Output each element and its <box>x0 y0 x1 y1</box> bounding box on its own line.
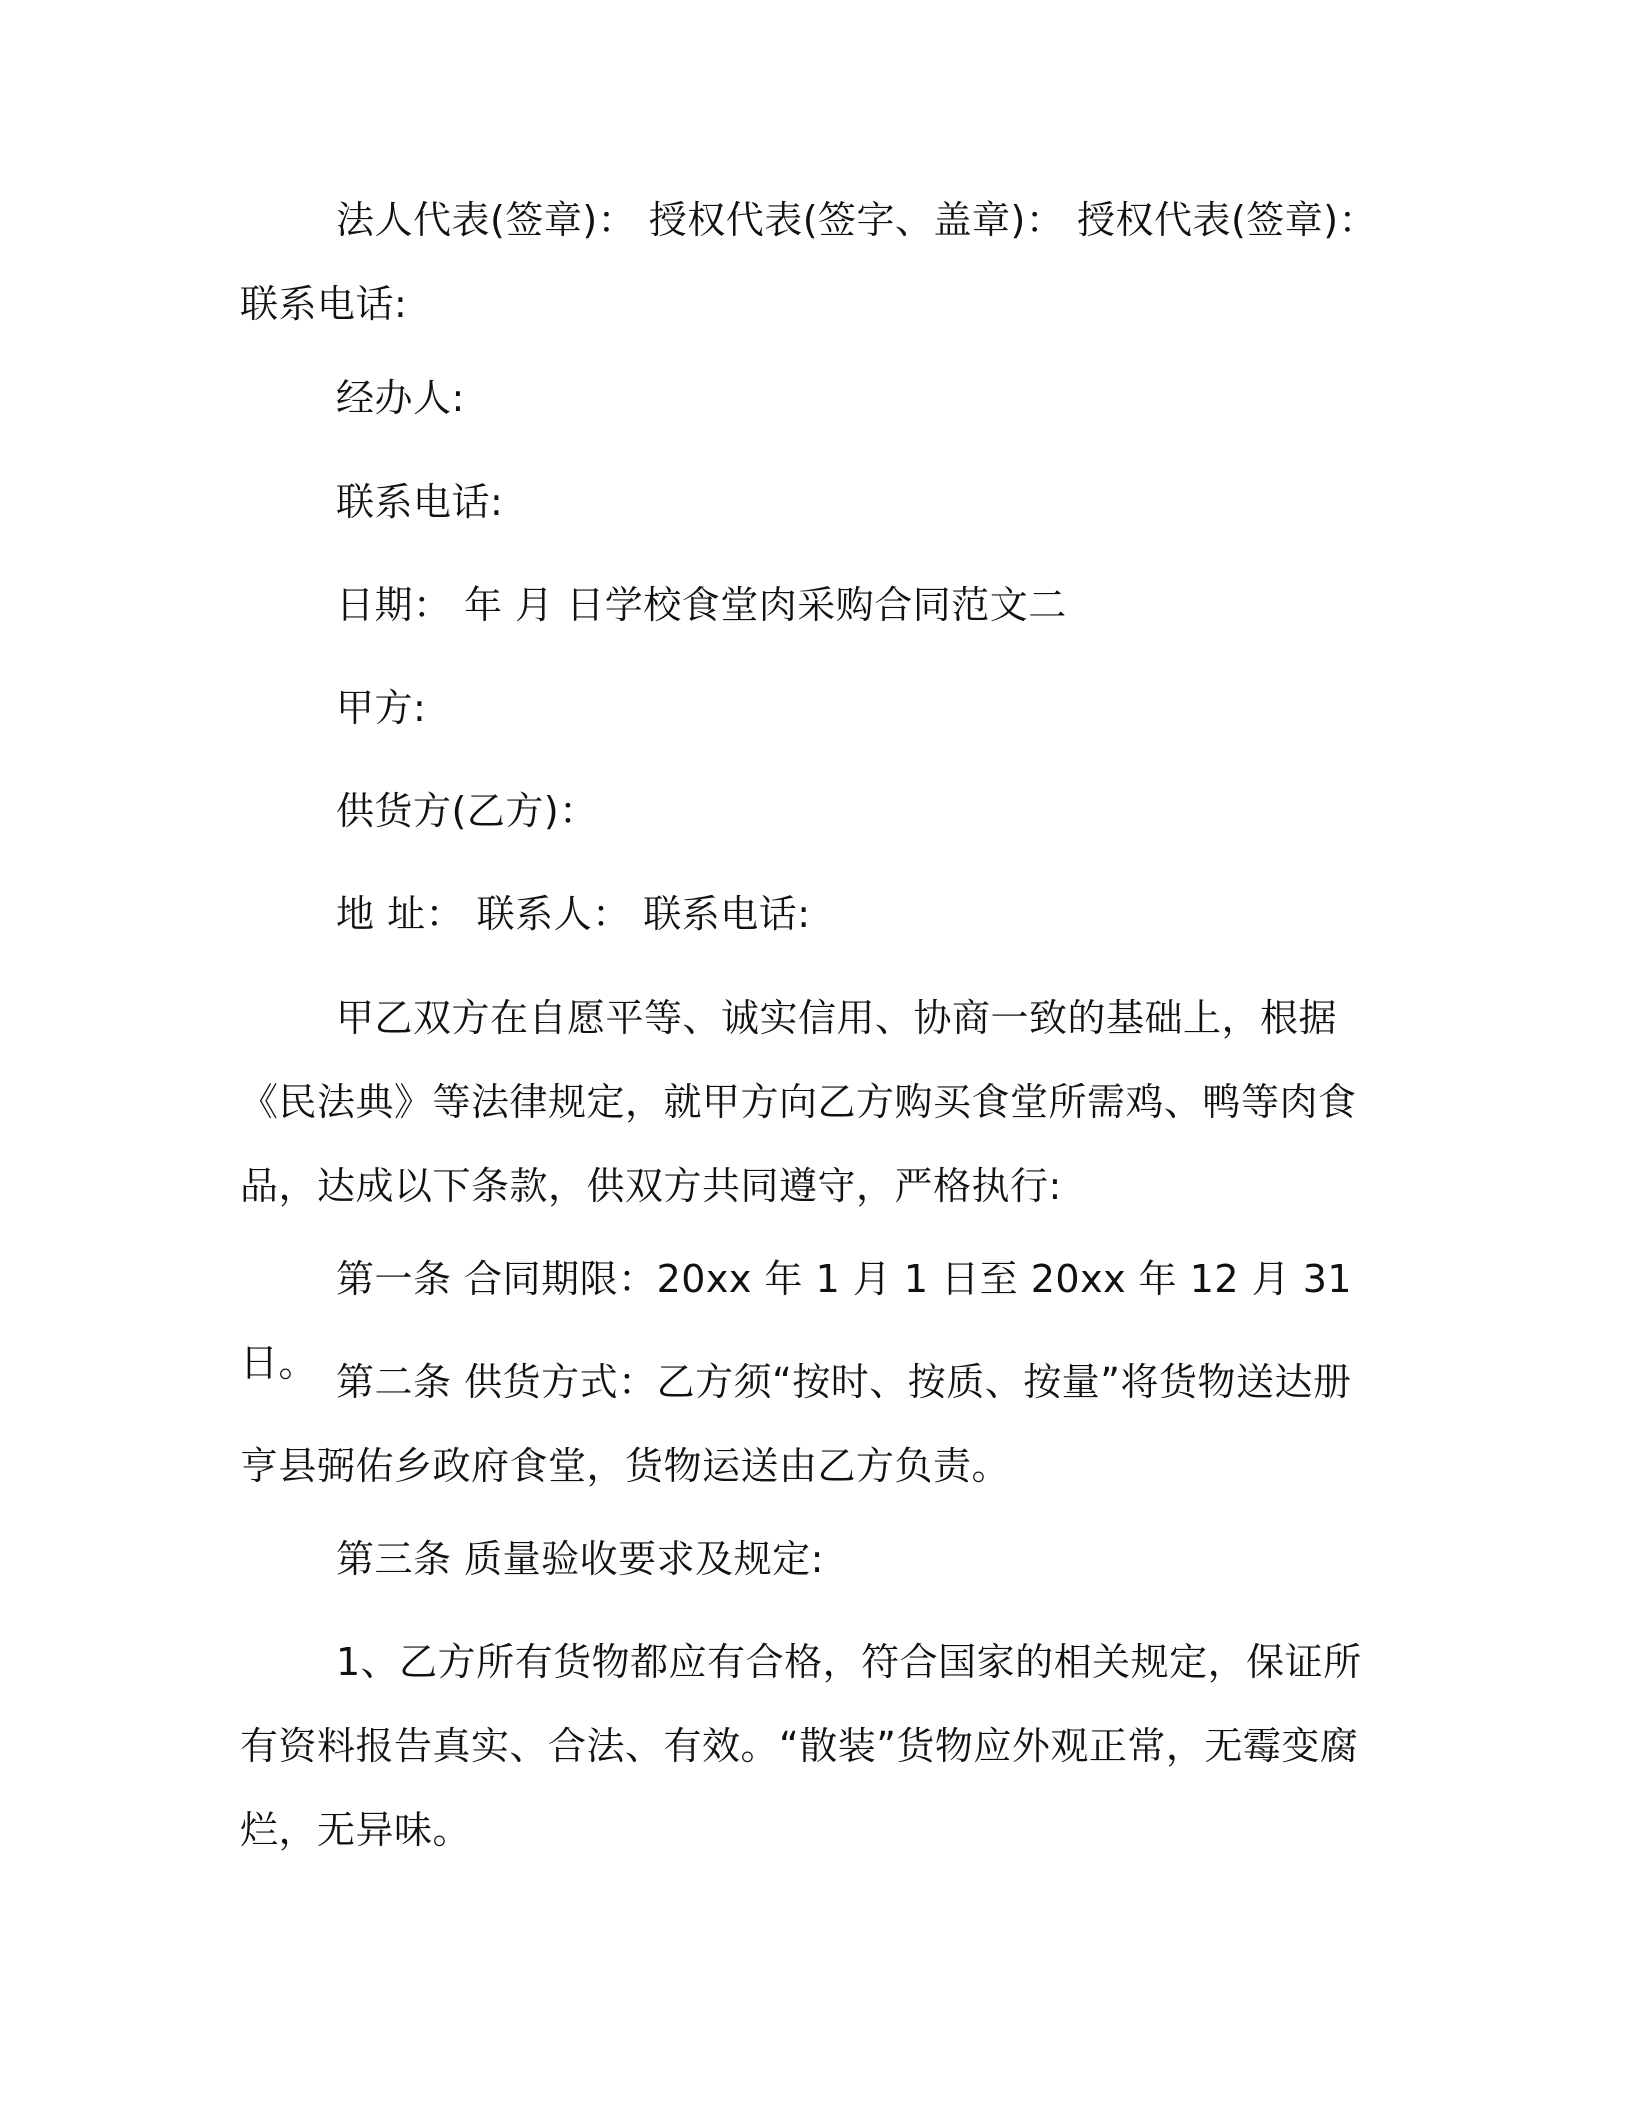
party-a-line: 甲方: <box>336 686 427 730</box>
handler-line: 经办人: <box>336 376 465 420</box>
date-title-line: 日期： 年 月 日学校食堂肉采购合同范文二 <box>336 583 1067 627</box>
article-two: 第二条 供货方式：乙方须“按时、按质、按量”将货物送达册亨县弼佑乡政府食堂，货物运送由乙方负责。 <box>240 1360 1352 1488</box>
article-one: 第一条 合同期限：20xx 年 1 月 1 日至 20xx 年 12 月 31 日。 <box>240 1257 1353 1385</box>
supplier-line: 供货方(乙方)： <box>336 789 598 833</box>
preamble-paragraph: 甲乙双方在自愿平等、诚实信用、协商一致的基础上，根据《民法典》等法律规定，就甲方向乙方购买食堂所需鸡、鸭等肉食品，达成以下条款，供双方共同遵守，严格执行: <box>240 996 1357 1208</box>
signature-line: 法人代表(签章)： 授权代表(签字、盖章)： 授权代表(签章)： 联系电话: <box>240 198 1378 326</box>
clause-one: 1、乙方所有货物都应有合格，符合国家的相关规定，保证所有资料报告真实、合法、有效。“散装”货物应外观正常，无霉变腐烂，无异味。 <box>240 1640 1362 1852</box>
article-three: 第三条 质量验收要求及规定: <box>336 1537 824 1581</box>
address-contact-line: 地 址： 联系人： 联系电话: <box>336 892 811 936</box>
contact-phone-line: 联系电话: <box>336 480 504 524</box>
